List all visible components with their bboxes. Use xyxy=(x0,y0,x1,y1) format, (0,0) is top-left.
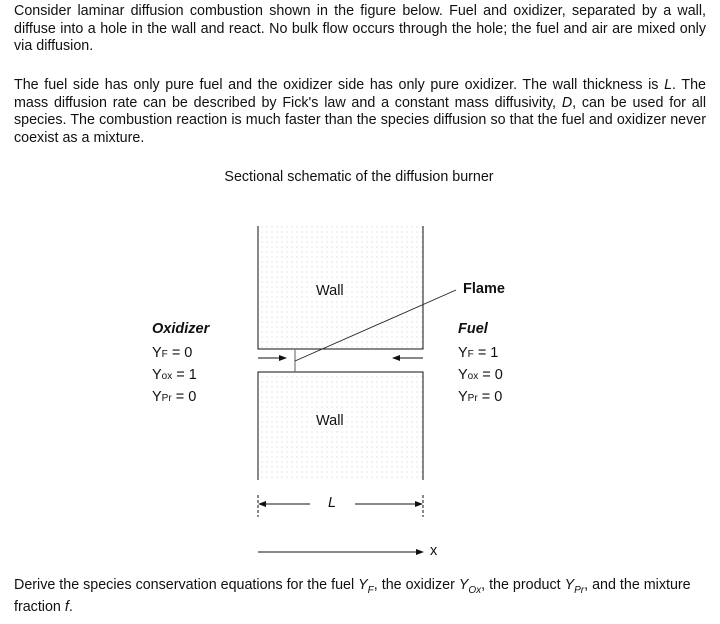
t: ox xyxy=(467,371,479,382)
thickness-label: L xyxy=(328,495,337,511)
t: ox xyxy=(161,371,173,382)
oxidizer-YF xyxy=(152,345,192,361)
t: = 0 xyxy=(171,345,193,361)
text: The fuel side has only pure fuel and the oxidizer side has only pure oxidizer. The wall thickness is xyxy=(14,77,665,93)
oxidizer-YPr xyxy=(152,389,196,405)
t: F xyxy=(161,349,168,360)
t: Y xyxy=(564,577,575,593)
text: , the oxidizer xyxy=(373,577,459,593)
wall-top-label: Wall xyxy=(316,283,344,299)
t: Y xyxy=(458,345,468,361)
oxidizer-title: Oxidizer xyxy=(152,321,210,337)
t: Ox xyxy=(468,584,482,596)
t: Y xyxy=(458,577,469,593)
t: Y xyxy=(358,577,368,593)
t: = 1 xyxy=(477,345,499,361)
symbol-D: D xyxy=(561,94,573,111)
flame-label: Flame xyxy=(463,281,505,297)
text: , the product xyxy=(481,577,565,593)
t: = 0 xyxy=(482,367,503,383)
t: Pr xyxy=(467,393,478,404)
t: F xyxy=(467,349,474,360)
text: , can be used for all species. The combustion reaction is much faster than the species diffusion so that the fuel and oxidizer never coexist as a mixture. xyxy=(14,94,706,146)
t: Y xyxy=(152,345,162,361)
symbol-L: L xyxy=(664,77,673,93)
task-paragraph xyxy=(14,577,706,617)
x-axis-label: x xyxy=(430,543,438,559)
t: = 1 xyxy=(176,367,197,383)
text: . The mass diffusion rate can be described by Fick's law and a constant mass diffusivity, xyxy=(14,77,706,111)
t: Y xyxy=(152,389,162,405)
wall-bottom-label: Wall xyxy=(316,413,344,429)
fuel-YF xyxy=(458,345,498,361)
symbol-f: f xyxy=(64,599,69,616)
intro-paragraph: Consider laminar diffusion combustion shown in the figure below. Fuel and oxidizer, separated by a wall, diffuse into a hole in the wall and react. No bulk flow occurs through the hole; the fuel and air are mixed only via diffusion. xyxy=(14,3,706,54)
t: = 0 xyxy=(481,389,503,405)
t: Y xyxy=(458,389,468,405)
fuel-Yox xyxy=(458,367,503,383)
text: , and the mixture fraction xyxy=(14,577,691,616)
t: Pr xyxy=(161,393,172,404)
t: Y xyxy=(458,367,468,383)
figure-caption: Sectional schematic of the diffusion burner xyxy=(224,169,494,185)
fuel-YPr xyxy=(458,389,502,405)
fuel-title: Fuel xyxy=(458,321,488,337)
t: Pr xyxy=(574,584,585,596)
t: Y xyxy=(152,367,162,383)
text: Derive the species conservation equations for the fuel xyxy=(14,577,359,593)
oxidizer-Yox xyxy=(152,367,197,383)
t: . xyxy=(68,599,73,616)
t: = 0 xyxy=(175,389,197,405)
t: F xyxy=(367,584,374,596)
